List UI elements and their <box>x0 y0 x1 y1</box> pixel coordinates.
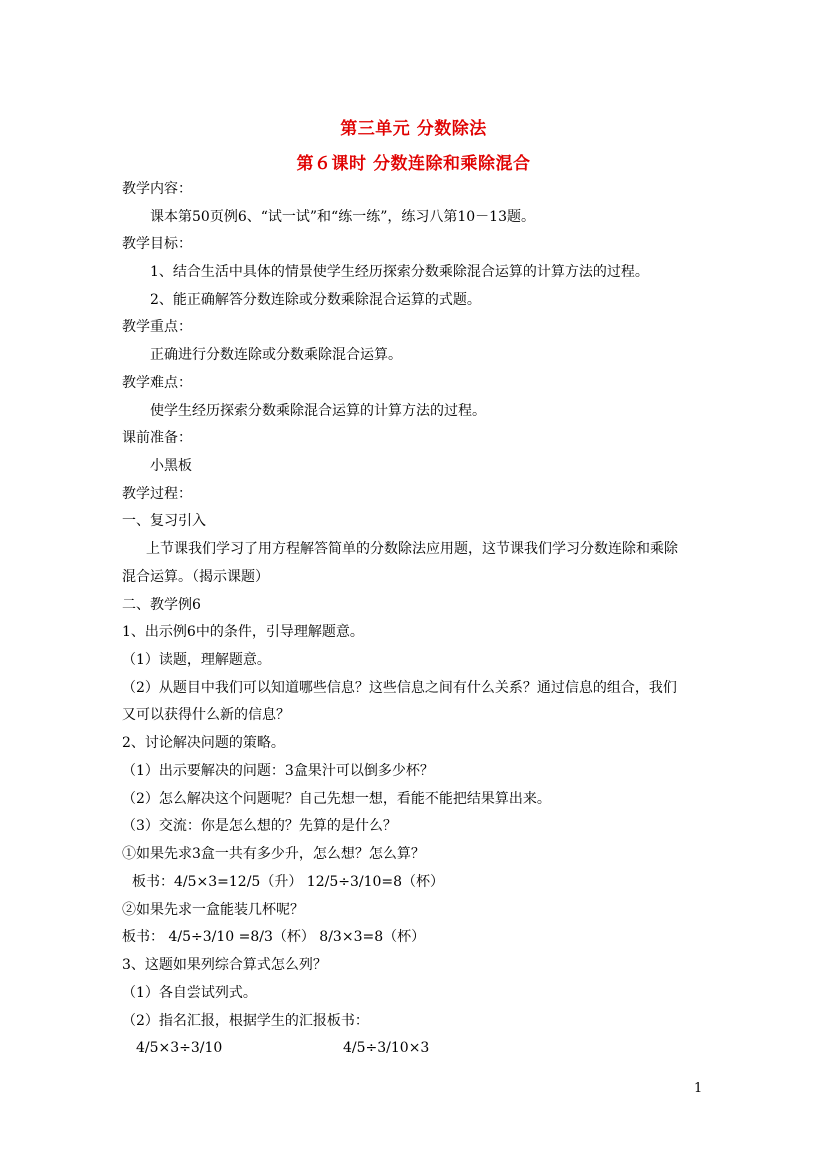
part-1-heading: 一、复习引入 <box>122 513 206 529</box>
step-line: （1）各自尝试列式。 <box>122 985 257 1001</box>
formula-1: 4/5×3÷3/10 <box>136 1040 223 1056</box>
step-line: ②如果先求一盒能装几杯呢？ <box>122 902 304 918</box>
section-heading-difficulties: 教学难点： <box>122 375 192 391</box>
step-line: （2）怎么解决这个问题呢？自己先想一想，看能不能把结果算出来。 <box>122 791 551 807</box>
step-line: （3）交流：你是怎么想的？先算的是什么？ <box>122 818 397 834</box>
paragraph-line: 混合运算。（揭示课题） <box>122 569 269 585</box>
step-line: 3、这题如果列综合算式怎么列？ <box>122 957 327 973</box>
section-heading-preparation: 课前准备： <box>122 430 192 446</box>
goal-2: 2、能正确解答分数连除或分数乘除混合运算的式题。 <box>150 292 481 308</box>
blackboard-line: 板书： 4/5÷3/10 =8/3（杯） 8/3×3=8（杯） <box>122 929 426 945</box>
difficulty-text: 使学生经历探索分数乘除混合运算的计算方法的过程。 <box>150 403 486 419</box>
section-heading-goals: 教学目标： <box>122 236 192 252</box>
step-line: 又可以获得什么新的信息？ <box>122 707 290 723</box>
page-number: 1 <box>694 1081 703 1096</box>
step-line: （1）出示要解决的问题：3盒果汁可以倒多少杯？ <box>122 763 434 779</box>
unit-title: 第三单元 分数除法 <box>340 119 487 139</box>
part-2-heading: 二、教学例6 <box>122 597 201 613</box>
lesson-title: 第６课时 分数连除和乘除混合 <box>296 154 531 174</box>
content-text: 课本第50页例6、“试一试”和“练一练”，练习八第10－13题。 <box>150 209 535 225</box>
section-heading-key-points: 教学重点： <box>122 319 192 335</box>
step-line: 2、讨论解决问题的策略。 <box>122 735 285 751</box>
preparation-text: 小黑板 <box>150 458 192 474</box>
step-line: （2）从题目中我们可以知道哪些信息？这些信息之间有什么关系？通过信息的组合，我们 <box>122 680 677 696</box>
formula-2: 4/5÷3/10×3 <box>343 1040 430 1056</box>
section-heading-content: 教学内容： <box>122 181 192 197</box>
paragraph-line: 上节课我们学习了用方程解答简单的分数除法应用题，这节课我们学习分数连除和乘除 <box>146 541 678 557</box>
step-line: ①如果先求3盒一共有多少升，怎么想？怎么算？ <box>122 846 425 862</box>
goal-1: 1、结合生活中具体的情景使学生经历探索分数乘除混合运算的计算方法的过程。 <box>150 264 649 280</box>
step-line: （1）读题，理解题意。 <box>122 652 271 668</box>
step-line: 1、出示例6中的条件，引导理解题意。 <box>122 624 364 640</box>
key-point-text: 正确进行分数连除或分数乘除混合运算。 <box>150 347 402 363</box>
section-heading-process: 教学过程： <box>122 486 192 502</box>
step-line: （2）指名汇报，根据学生的汇报板书： <box>122 1013 369 1029</box>
blackboard-line: 板书：4/5×3=12/5（升） 12/5÷3/10=8（杯） <box>132 874 445 890</box>
